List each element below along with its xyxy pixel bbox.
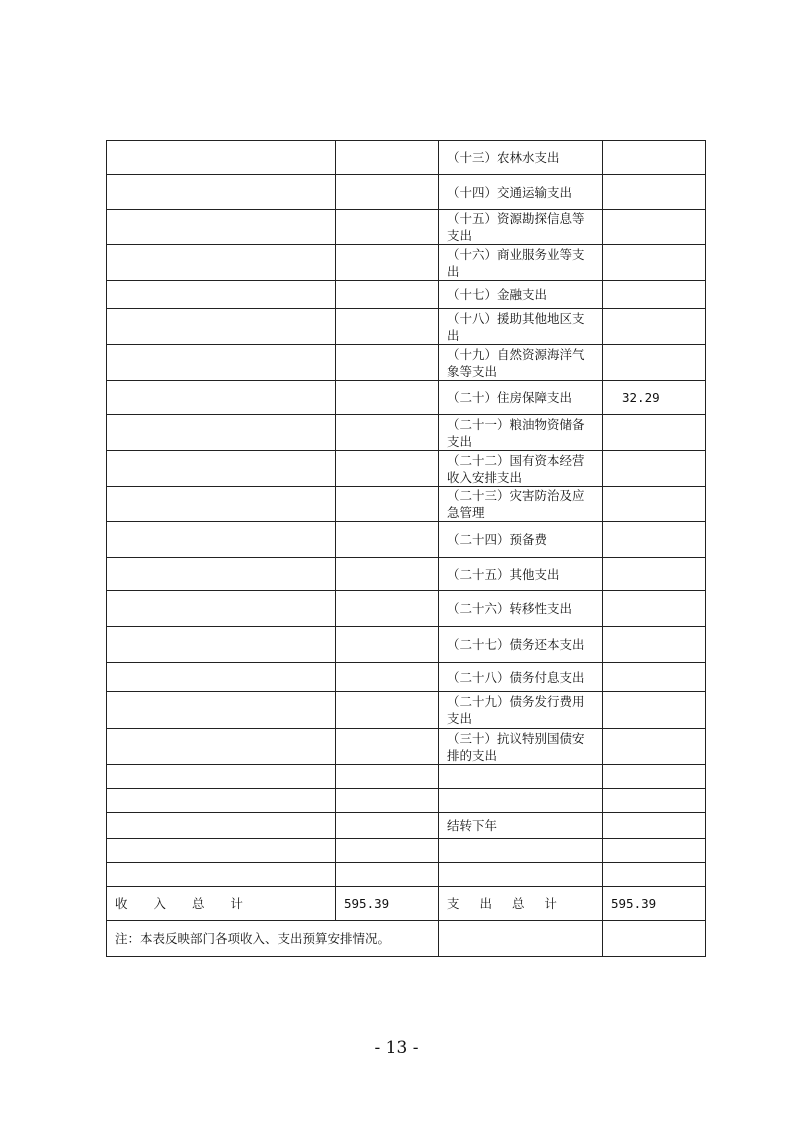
expense-item-cell: 结转下年 — [439, 813, 603, 839]
table-row — [107, 141, 706, 175]
table-row — [107, 415, 706, 451]
expense-amount-cell — [603, 415, 706, 451]
income-item-cell — [107, 627, 336, 663]
table-row — [107, 487, 706, 522]
income-item-cell — [107, 729, 336, 765]
note-row — [107, 921, 706, 957]
expense-amount-cell — [603, 345, 706, 381]
expense-item-cell: （二十四）预备费 — [439, 522, 603, 558]
income-amount-cell — [336, 345, 439, 381]
income-item-cell — [107, 245, 336, 281]
income-amount-cell — [336, 381, 439, 415]
expense-amount-cell — [603, 487, 706, 522]
income-amount-cell — [336, 522, 439, 558]
income-item-cell — [107, 451, 336, 487]
table-row — [107, 210, 706, 245]
table-row — [107, 789, 706, 813]
income-amount-cell — [336, 789, 439, 813]
income-amount-cell — [336, 309, 439, 345]
expense-amount-cell — [603, 175, 706, 210]
income-item-cell — [107, 415, 336, 451]
expense-item-cell: （二十三）灾害防治及应急管理 — [439, 487, 603, 522]
table-row — [107, 729, 706, 765]
income-item-cell — [107, 765, 336, 789]
expense-amount-cell — [603, 451, 706, 487]
income-amount-cell — [336, 692, 439, 729]
table-row — [107, 281, 706, 309]
expense-amount-cell — [603, 210, 706, 245]
table-row — [107, 627, 706, 663]
table-row — [107, 813, 706, 839]
income-item-cell — [107, 210, 336, 245]
income-item-cell — [107, 175, 336, 210]
income-amount-cell — [336, 210, 439, 245]
income-amount-cell — [336, 175, 439, 210]
income-item-cell — [107, 789, 336, 813]
income-amount-cell — [336, 627, 439, 663]
expense-item-cell: （二十二）国有资本经营收入安排支出 — [439, 451, 603, 487]
income-total-label: 收 入 总 计 — [107, 887, 336, 921]
income-item-cell — [107, 692, 336, 729]
income-item-cell — [107, 309, 336, 345]
expense-amount-cell: 32.29 — [603, 381, 706, 415]
table-row — [107, 175, 706, 210]
expense-total-value: 595.39 — [603, 887, 706, 921]
table-note: 注：本表反映部门各项收入、支出预算安排情况。 — [107, 921, 439, 957]
table-row — [107, 522, 706, 558]
expense-item-cell — [439, 789, 603, 813]
table-row — [107, 765, 706, 789]
income-total-value: 595.39 — [336, 887, 439, 921]
income-amount-cell — [336, 451, 439, 487]
expense-item-cell — [439, 839, 603, 863]
expense-total-label: 支 出 总 计 — [439, 887, 603, 921]
table-row — [107, 309, 706, 345]
expense-item-cell: （十七）金融支出 — [439, 281, 603, 309]
income-item-cell — [107, 522, 336, 558]
expense-amount-cell — [603, 591, 706, 627]
expense-amount-cell — [603, 813, 706, 839]
expense-amount-cell — [603, 729, 706, 765]
expense-item-cell: （十五）资源勘探信息等支出 — [439, 210, 603, 245]
expense-item-cell — [439, 863, 603, 887]
expense-amount-cell — [603, 789, 706, 813]
expense-amount-cell — [603, 692, 706, 729]
expense-item-cell: （二十九）债务发行费用支出 — [439, 692, 603, 729]
expense-item-cell: （十四）交通运输支出 — [439, 175, 603, 210]
note-empty-cell — [439, 921, 603, 957]
table-row — [107, 245, 706, 281]
income-amount-cell — [336, 415, 439, 451]
income-item-cell — [107, 381, 336, 415]
expense-amount-cell — [603, 245, 706, 281]
income-amount-cell — [336, 729, 439, 765]
expense-amount-cell — [603, 863, 706, 887]
expense-amount-cell — [603, 765, 706, 789]
income-amount-cell — [336, 813, 439, 839]
income-amount-cell — [336, 663, 439, 692]
income-item-cell — [107, 558, 336, 591]
budget-table — [106, 140, 706, 957]
expense-item-cell: （二十八）债务付息支出 — [439, 663, 603, 692]
income-item-cell — [107, 281, 336, 309]
income-item-cell — [107, 141, 336, 175]
expense-amount-cell — [603, 558, 706, 591]
income-amount-cell — [336, 281, 439, 309]
expense-amount-cell — [603, 627, 706, 663]
income-amount-cell — [336, 863, 439, 887]
table-row — [107, 451, 706, 487]
note-empty-cell — [603, 921, 706, 957]
income-amount-cell — [336, 245, 439, 281]
expense-item-cell: （三十）抗议特别国债安排的支出 — [439, 729, 603, 765]
expense-amount-cell — [603, 522, 706, 558]
table-row — [107, 692, 706, 729]
income-amount-cell — [336, 839, 439, 863]
income-item-cell — [107, 591, 336, 627]
income-amount-cell — [336, 141, 439, 175]
table-row — [107, 839, 706, 863]
totals-row — [107, 887, 706, 921]
expense-item-cell: （二十一）粮油物资储备支出 — [439, 415, 603, 451]
income-amount-cell — [336, 591, 439, 627]
expense-item-cell: （十八）援助其他地区支出 — [439, 309, 603, 345]
income-amount-cell — [336, 487, 439, 522]
expense-amount-cell — [603, 663, 706, 692]
expense-item-cell: （十三）农林水支出 — [439, 141, 603, 175]
table-row — [107, 591, 706, 627]
expense-amount-cell — [603, 839, 706, 863]
page-number: - 13 - — [374, 1038, 419, 1058]
table-row — [107, 663, 706, 692]
expense-item-cell: （十九）自然资源海洋气象等支出 — [439, 345, 603, 381]
income-amount-cell — [336, 558, 439, 591]
expense-amount-cell — [603, 141, 706, 175]
income-item-cell — [107, 345, 336, 381]
income-amount-cell — [336, 765, 439, 789]
expense-item-cell: （二十）住房保障支出 — [439, 381, 603, 415]
income-item-cell — [107, 839, 336, 863]
table-row — [107, 558, 706, 591]
expense-item-cell: （二十七）债务还本支出 — [439, 627, 603, 663]
income-item-cell — [107, 663, 336, 692]
expense-amount-cell — [603, 309, 706, 345]
expense-item-cell: （十六）商业服务业等支出 — [439, 245, 603, 281]
expense-item-cell: （二十六）转移性支出 — [439, 591, 603, 627]
income-item-cell — [107, 863, 336, 887]
table-row — [107, 863, 706, 887]
expense-amount-cell — [603, 281, 706, 309]
income-item-cell — [107, 813, 336, 839]
table-row — [107, 381, 706, 415]
income-item-cell — [107, 487, 336, 522]
expense-item-cell — [439, 765, 603, 789]
table-row — [107, 345, 706, 381]
expense-item-cell: （二十五）其他支出 — [439, 558, 603, 591]
